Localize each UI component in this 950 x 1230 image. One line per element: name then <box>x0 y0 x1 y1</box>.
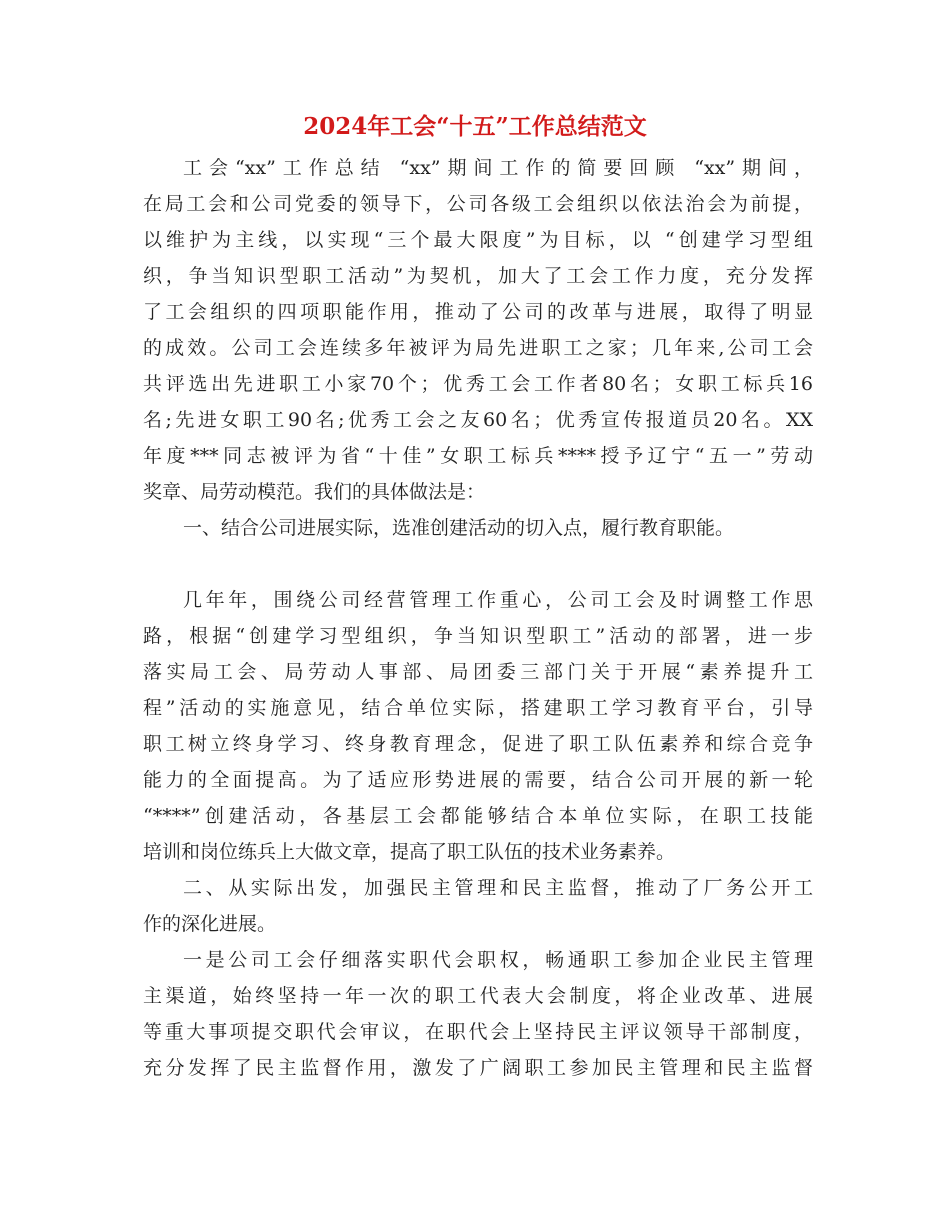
paragraph-line: 了工会组织的四项职能作用，推动了公司的改革与进展，取得了明显 <box>143 301 813 323</box>
paragraph-line: 在局工会和公司党委的领导下，公司各级工会组织以依法治会为前提， <box>143 193 813 215</box>
paragraph-line: 主渠道，始终坚持一年一次的职工代表大会制度，将企业改革、进展 <box>143 985 813 1007</box>
paragraph-line: 落实局工会、局劳动人事部、局团委三部门关于开展“素养提升工 <box>143 661 813 683</box>
document-title: 2024年工会“十五”工作总结范文 <box>303 113 647 140</box>
section-heading: 一、结合公司进展实际，选准创建活动的切入点，履行教育职能。 <box>183 517 735 539</box>
paragraph-line: 一是公司工会仔细落实职代会职权，畅通职工参加企业民主管理 <box>183 949 813 971</box>
document-body <box>143 150 813 1086</box>
paragraph-line: 路，根据“创建学习型组织，争当知识型职工”活动的部署，进一步 <box>143 625 813 647</box>
paragraph-line: 名;先进女职工90名;优秀工会之友60名；优秀宣传报道员20名。XX <box>143 409 813 431</box>
paragraph-line: 职工树立终身学习、终身教育理念，促进了职工队伍素养和综合竞争 <box>143 733 813 755</box>
paragraph-line: 奖章、局劳动模范。我们的具体做法是： <box>143 481 486 503</box>
paragraph-line: 工会“xx”工作总结 “xx”期间工作的简要回顾 “xx”期间， <box>183 157 813 179</box>
paragraph-line: 以维护为主线，以实现“三个最大限度”为目标，以 “创建学习型组 <box>143 229 813 251</box>
section-heading: 作的深化进展。 <box>143 913 277 935</box>
paragraph-line: 充分发挥了民主监督作用，激发了广阔职工参加民主管理和民主监督 <box>143 1057 813 1079</box>
paragraph-line: 等重大事项提交职代会审议，在职代会上坚持民主评议领导干部制度， <box>143 1021 813 1043</box>
paragraph-line: 的成效。公司工会连续多年被评为局先进职工之家；几年来,公司工会 <box>143 337 813 359</box>
paragraph-line: 年度***同志被评为省“十佳”女职工标兵****授予辽宁“五一”劳动 <box>143 445 813 467</box>
paragraph-line: 培训和岗位练兵上大做文章，提高了职工队伍的技术业务素养。 <box>143 841 676 863</box>
section-heading: 二、从实际出发，加强民主管理和民主监督，推动了厂务公开工 <box>183 877 813 899</box>
paragraph-line: “****”创建活动，各基层工会都能够结合本单位实际，在职工技能 <box>143 805 813 827</box>
paragraph-line: 能力的全面提高。为了适应形势进展的需要，结合公司开展的新一轮 <box>143 769 813 791</box>
blank-line <box>143 546 813 582</box>
paragraph-line: 几年年，围绕公司经营管理工作重心，公司工会及时调整工作思 <box>183 589 813 611</box>
paragraph-line: 织，争当知识型职工活动”为契机，加大了工会工作力度，充分发挥 <box>143 265 813 287</box>
paragraph-line: 程”活动的实施意见，结合单位实际，搭建职工学习教育平台，引导 <box>143 697 813 719</box>
paragraph-line: 共评选出先进职工小家70个；优秀工会工作者80名；女职工标兵16 <box>143 373 813 395</box>
